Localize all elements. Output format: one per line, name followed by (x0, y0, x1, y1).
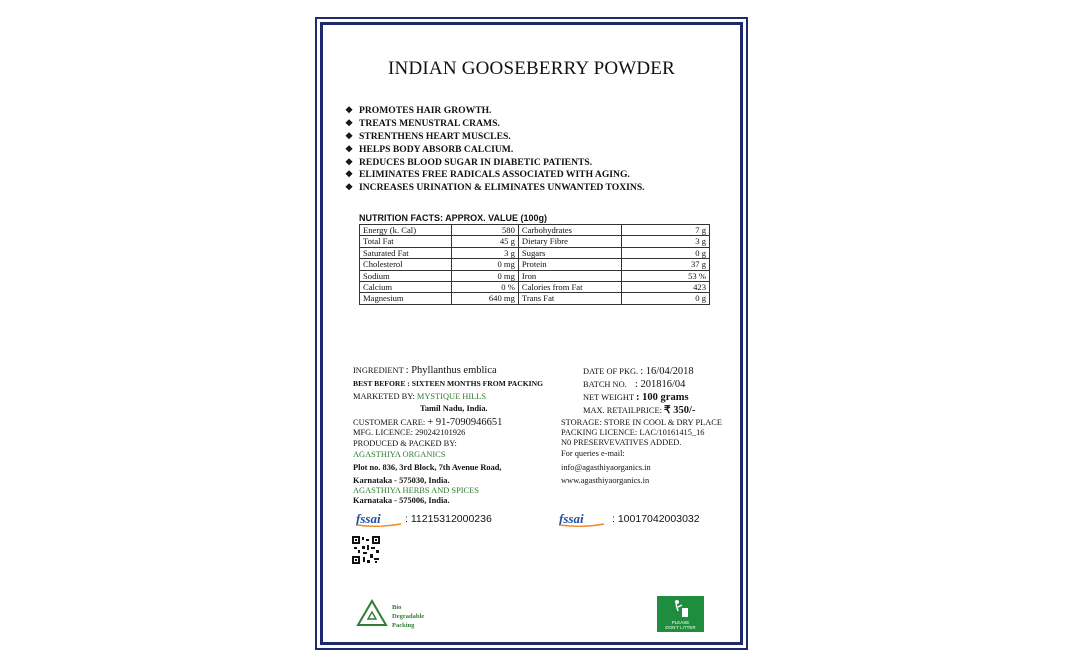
website: www.agasthiyaorganics.in (561, 476, 650, 485)
email: info@agasthiyaorganics.in (561, 463, 651, 472)
marketed-place: Tamil Nadu, India. (420, 404, 488, 413)
mfg-licence: MFG. LICENCE: 290242101926 (353, 428, 466, 437)
table-row: Magnesium 640 mg Trans Fat 0 g (360, 293, 710, 304)
diamond-bullet-icon: ❖ (345, 130, 354, 141)
table-row: Energy (k. Cal) 580 Carbohydrates 7 g (360, 225, 710, 236)
storage: STORAGE: STORE IN COOL & DRY PLACE (561, 418, 722, 427)
diamond-bullet-icon: ❖ (345, 169, 354, 180)
customer-care-value: + 91-7090946651 (427, 417, 503, 428)
best-before: BEST BEFORE : SIXTEEN MONTHS FROM PACKING (353, 379, 544, 388)
table-row: Sodium 0 mg Iron 53 % (360, 270, 710, 281)
price-label: MAX. RETAILPRICE: (583, 406, 662, 415)
customer-care-line (353, 417, 502, 428)
list-item: ❖ INCREASES URINATION & ELIMINATES UNWANTED TOXINS. (345, 182, 645, 194)
qr-code-icon[interactable] (352, 536, 380, 564)
company-name-2: AGASTHIYA HERBS AND SPICES (353, 486, 479, 495)
ingredient-value: : Phyllanthus emblica (405, 365, 497, 376)
date-line (583, 366, 694, 377)
ingredient-label: INGREDIENT (353, 366, 404, 375)
table-row: Total Fat 45 g Dietary Fibre 3 g (360, 236, 710, 247)
fssai-number-left: : 11215312000236 (405, 513, 492, 525)
marketed-label: MARKETED BY: (353, 392, 415, 401)
price-line (583, 404, 695, 416)
nutrition-title: NUTRITION FACTS: APPROX. VALUE (100g) (359, 213, 548, 223)
address-line-2: Karnataka - 575030, India. (353, 476, 450, 485)
batch-value: : 201816/04 (634, 379, 686, 390)
fssai-number-right: : 10017042003032 (612, 513, 700, 525)
address-line-3: Karnataka - 575006, India. (353, 496, 450, 505)
diamond-bullet-icon: ❖ (345, 143, 354, 154)
diamond-bullet-icon: ❖ (345, 182, 354, 193)
nutrition-table (359, 224, 710, 305)
date-value: : 16/04/2018 (640, 366, 694, 377)
fssai-logo-icon (355, 511, 403, 527)
fssai-logo-icon (558, 511, 606, 527)
table-row: Cholesterol 0 mg Protein 37 g (360, 259, 710, 270)
list-item: ❖ TREATS MENUSTRAL CRAMS. (345, 117, 500, 129)
queries: For queries e-mail: (561, 449, 625, 458)
list-item: ❖ PROMOTES HAIR GROWTH. (345, 105, 492, 116)
diamond-bullet-icon: ❖ (345, 117, 354, 128)
diamond-bullet-icon: ❖ (345, 105, 354, 115)
ingredient-line (353, 365, 497, 376)
marketed-line (353, 392, 486, 401)
list-item: ❖ HELPS BODY ABSORB CALCIUM. (345, 143, 514, 155)
weight-line (583, 392, 689, 403)
price-value: ₹ 350/- (664, 405, 696, 416)
batch-line (583, 379, 685, 390)
list-item: ❖ STRENTHENS HEART MUSCLES. (345, 130, 511, 142)
date-label: DATE OF PKG. (583, 367, 639, 376)
product-title: INDIAN GOOSEBERRY POWDER (388, 58, 675, 79)
benefits-list (345, 104, 645, 194)
address-line-1: Plot no. 836, 3rd Block, 7th Avenue Road, (353, 463, 502, 472)
fssai-logo-text: fssai (356, 511, 381, 526)
list-item: ❖ ELIMINATES FREE RADICALS ASSOCIATED WITH AGING. (345, 169, 630, 181)
company-name: AGASTHIYA ORGANICS (353, 450, 446, 459)
diamond-bullet-icon: ❖ (345, 156, 354, 167)
weight-label: NET WEIGHT (583, 393, 634, 402)
list-item: ❖ REDUCES BLOOD SUGAR IN DIABETIC PATIENTS. (345, 156, 593, 168)
produced-by: PRODUCED & PACKED BY: (353, 439, 457, 448)
customer-care-label: CUSTOMER CARE: (353, 418, 426, 427)
bio-degradable-label: Bio Degradable Packing (392, 604, 425, 629)
marketed-value: MYSTIQUE HILLS (416, 392, 486, 401)
weight-value: : 100 grams (636, 392, 689, 403)
fssai-logo-text: fssai (559, 511, 584, 526)
table-row: Calcium 0 % Calories from Fat 423 (360, 282, 710, 293)
recycle-icon (356, 599, 388, 627)
table-row: Saturated Fat 3 g Sugars 0 g (360, 247, 710, 258)
preservatives: N0 PRESERVEVATIVES ADDED. (561, 438, 682, 447)
batch-label: BATCH NO. (583, 380, 627, 389)
trash-bin-icon (672, 599, 690, 619)
packing-licence: PACKING LICENCE: LAC/10161415_16 (561, 428, 705, 437)
dont-litter-badge: PLEASE DON'T LITTER (657, 596, 704, 632)
